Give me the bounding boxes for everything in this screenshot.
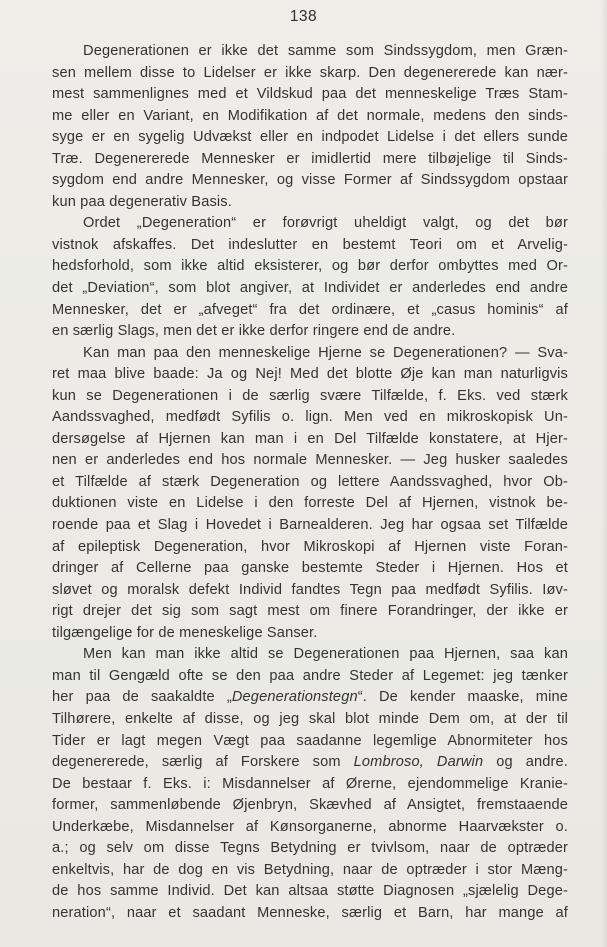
page-number: 138 xyxy=(289,8,318,25)
text-line: Men kan man ikke altid se Degenerationen paa Hjernen, saa kan xyxy=(83,646,568,663)
text-line: hedsforhold, som ikke altid eksisterer, og bør derfor ombyttes med Or- xyxy=(52,258,568,275)
text-line-italic-term xyxy=(52,687,568,709)
text-line: Degenerationen er ikke det samme som Sindssygdom, men Græn- xyxy=(83,43,568,59)
text-line: enkeltvis, har de dog en vis Betydning, naar de optræder i stor Mæng- xyxy=(52,861,568,878)
text-line: nen er anderledes end hos normale Mennesker. — Jeg husker saaledes xyxy=(52,452,568,469)
page-edge-shadow xyxy=(601,0,607,947)
text-line: kun paa degenerativ Basis. xyxy=(52,193,232,210)
body-text xyxy=(52,41,568,924)
text-fragment: “. De kender maaske, mine xyxy=(357,689,568,706)
text-line: af epileptisk Degeneration, hvor Mikroskopi af Hjernen viste Foran- xyxy=(52,538,568,555)
paragraph-2 xyxy=(52,213,568,342)
text-line: dringer af Cellerne paa ganske bestemte Steder i Hjernen. Hos et xyxy=(52,560,568,577)
italic-term: Degenerationstegn xyxy=(231,689,358,706)
text-line: me eller en Variant, en Modifikation af det normale, medens den sinds- xyxy=(52,107,568,124)
text-line: Underkæbe, Misdannelser af Kønsorganerne, abnorme Haarvækster o. xyxy=(52,818,568,835)
text-line: sygdom end andre Mennesker, og visse Former af Sindssygdom opstaar xyxy=(52,172,568,189)
text-fragment: her paa de saakaldte „ xyxy=(52,689,232,706)
text-line: a.; og selv om disse Tegns Betydning er tvivlsom, naar de optræder xyxy=(52,840,568,857)
text-line: Tilhørere, enkelte af disse, og jeg skal blot minde Dem om, at der til xyxy=(52,710,568,727)
paragraph-3 xyxy=(52,343,568,645)
text-line: duktionen viste en Lidelse i den forreste Del af Hjernen, vistnok be- xyxy=(52,495,568,512)
text-line: det „Deviation“, som blot angiver, at Individet er anderledes end andre xyxy=(52,280,568,297)
text-line: vistnok afskaffes. Det indeslutter en bestemt Teori om et Arvelig- xyxy=(52,236,568,253)
text-fragment: og andre. xyxy=(483,754,568,771)
text-line: mest sammenlignes med et Vildskud paa det menneskelige Træs Stam- xyxy=(52,86,568,103)
text-line: Ordet „Degeneration“ er forøvrigt uheldigt valgt, og det bør xyxy=(83,215,568,232)
paragraph-1 xyxy=(52,41,568,213)
author-name: Lombroso, xyxy=(353,754,424,771)
text-line-authors xyxy=(52,752,568,774)
text-line: de hos samme Individ. Det kan altsaa støtte Diagnosen „sjælelig Dege- xyxy=(52,883,568,900)
text-line: tilgængelige for de meneskelige Sanser. xyxy=(52,624,318,641)
text-fragment: degenererede, særlig af Forskere som xyxy=(52,754,354,771)
paragraph-4 xyxy=(52,644,568,924)
text-line: sen mellem disse to Lidelser er ikke skarp. Den degenererede kan nær- xyxy=(52,64,568,81)
text-line: Mennesker, det er „afveget“ fra det ordinære, et „casus hominis“ af xyxy=(52,301,568,318)
text-line: roende paa et Slag i Hovedet i Barnealderen. Jeg har ogsaa set Tilfælde xyxy=(52,517,568,534)
text-line: De bestaar f. Eks. i: Misdannelser af Ørerne, ejendommelige Kranie- xyxy=(52,775,568,792)
text-line: et Tilfælde af stærk Degeneration og lettere Aandssvaghed, hvor Ob- xyxy=(52,473,568,490)
text-line: ret maa blive baade: Ja og Nej! Med det blotte Øje kan man naturligvis xyxy=(52,366,568,383)
text-line: neration“, naar et saadant Menneske, særlig et Barn, har mange af xyxy=(52,904,568,921)
author-name: Darwin xyxy=(436,754,484,771)
text-line: Tider er lagt megen Vægt paa saadanne legemlige Abnormiteter hos xyxy=(52,732,568,749)
text-line: former, sammenløbende Øjenbryn, Skævhed af Ansigtet, fremstaaende xyxy=(52,797,568,814)
text-line: kun se Degenerationen i de særlig svære Tilfælde, f. Eks. ved stærk xyxy=(52,387,568,404)
text-line: dersøgelse af Hjernen kan man i en Del Tilfælde konstatere, at Hjer- xyxy=(52,430,568,447)
text-line: Kan man paa den menneskelige Hjerne se Degenerationen? — Sva- xyxy=(83,344,568,361)
text-line: rigt drejer det sig som sagt mest om finere Forandringer, der ikke er xyxy=(52,603,568,620)
text-line: sløvet og moralsk defekt Individ fandtes Tegn paa medfødt Syfilis. Iøv- xyxy=(52,581,568,598)
text-line: syge er en sygelig Udvækst eller en indpodet Lidelse i det ellers sunde xyxy=(52,129,568,146)
text-line: en særlig Slags, men det er ikke derfor ringere end de andre. xyxy=(52,323,456,340)
text-line: Aandssvaghed, medfødt Syfilis o. lign. Men ved en mikroskopisk Un- xyxy=(52,409,568,426)
text-line: Træ. Degenererede Mennesker er imidlertid mere tilbøjelige til Sinds- xyxy=(52,150,568,167)
text-line: man til Gengæld ofte se den paa andre Steder af Legemet: jeg tænker xyxy=(52,667,568,684)
